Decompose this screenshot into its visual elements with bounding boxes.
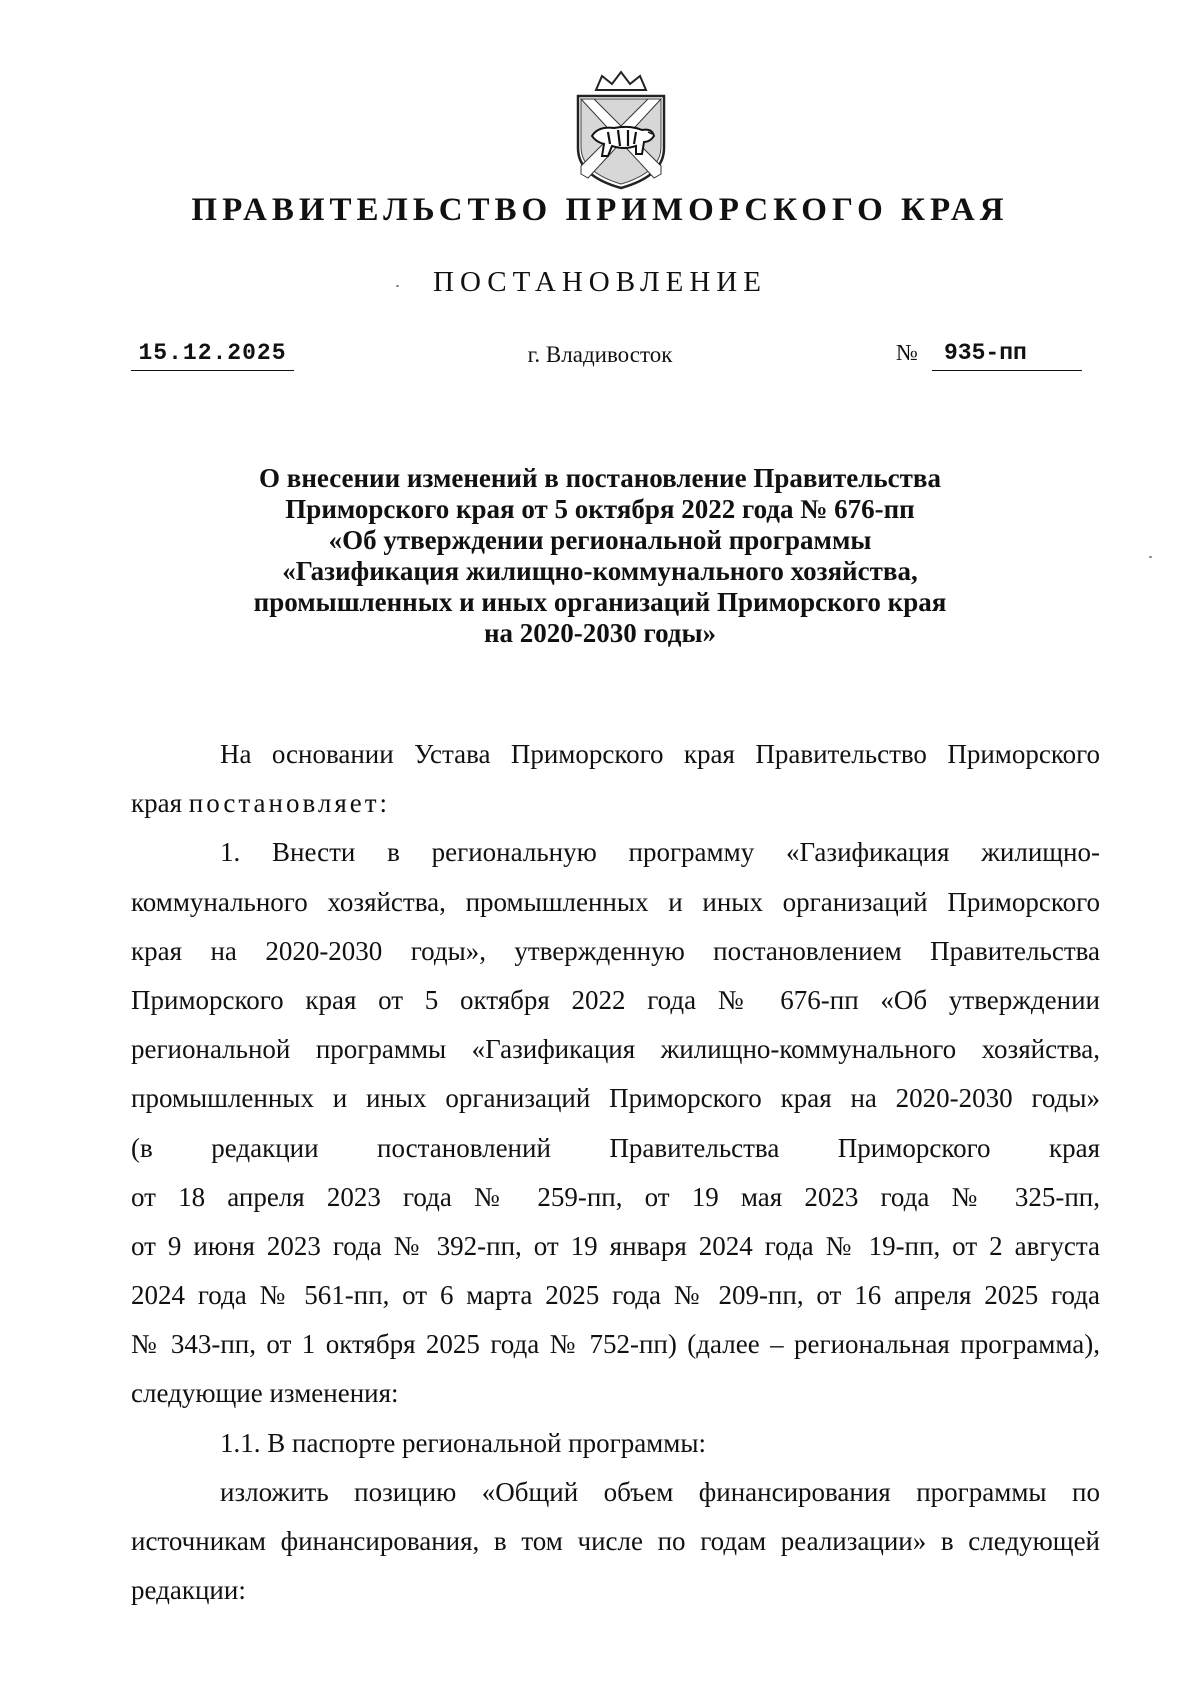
scan-speck	[396, 285, 399, 287]
paragraph-line: 1.1. В паспорте региональной программы:	[220, 1427, 706, 1458]
document-date: 15.12.2025	[131, 340, 294, 371]
paragraph-line: следующие изменения:	[131, 1378, 399, 1409]
paragraph-text: края	[131, 788, 189, 819]
paragraph-line: от 9 июня 2023 года № 392-пп, от 19 января 2024 года № 19-пп, от 2 августа	[131, 1230, 1100, 1261]
document-city: г. Владивосток	[527, 342, 673, 367]
number-label: №	[896, 340, 918, 365]
coat-of-arms-emblem	[568, 70, 674, 192]
resolving-word: постановляет:	[188, 788, 391, 819]
paragraph-line: № 343-пп, от 1 октября 2025 года № 752-пп) (далее – региональная программа),	[131, 1329, 1100, 1360]
paragraph-line: Приморского края от 5 октября 2022 года № 676-пп «Об утверждении	[131, 984, 1100, 1015]
paragraph-line: изложить позицию «Общий объем финансирования программы по	[220, 1476, 1100, 1507]
title-line: «Газификация жилищно-коммунального хозяйства,	[282, 556, 918, 586]
paragraph-line: На основании Устава Приморского края Правительство Приморского	[220, 739, 1100, 769]
paragraph-line: региональной программы «Газификация жилищно-коммунального хозяйства,	[131, 1034, 1100, 1065]
paragraph-line	[131, 779, 1100, 828]
document-number: 935-пп	[932, 340, 1082, 371]
title-line: «Об утверждении региональной программы	[328, 525, 872, 555]
title-line: на 2020-2030 годы»	[483, 618, 717, 648]
paragraph-line: коммунального хозяйства, промышленных и иных организаций Приморского	[131, 886, 1100, 917]
paragraph-line: 1. Внести в региональную программу «Газификация жилищно-	[220, 837, 1100, 868]
document-type: ПОСТАНОВЛЕНИЕ	[433, 266, 767, 298]
paragraph-line: (в редакции постановлений Правительства Приморского края	[131, 1132, 1100, 1163]
government-name: ПРАВИТЕЛЬСТВО ПРИМОРСКОГО КРАЯ	[191, 192, 1009, 228]
title-line: Приморского края от 5 октября 2022 года № 676-пп	[285, 494, 915, 524]
title-line: О внесении изменений в постановление Правительства	[259, 463, 941, 493]
paragraph-line: края на 2020-2030 годы», утвержденную постановлением Правительства	[131, 935, 1100, 966]
paragraph-line: 2024 года № 561-пп, от 6 марта 2025 года № 209-пп, от 16 апреля 2025 года	[131, 1280, 1100, 1311]
paragraph-line: источникам финансирования, в том числе по годам реализации» в следующей	[131, 1526, 1100, 1556]
scan-speck	[1149, 556, 1152, 558]
title-line: промышленных и иных организаций Приморского края	[253, 587, 947, 617]
paragraph-line: от 18 апреля 2023 года № 259-пп, от 19 мая 2023 года № 325-пп,	[131, 1181, 1100, 1212]
paragraph-line: промышленных и иных организаций Приморского края на 2020-2030 годы»	[131, 1083, 1100, 1114]
document-title	[150, 463, 1050, 649]
paragraph-line: редакции:	[131, 1575, 246, 1606]
document-body	[131, 730, 1100, 1615]
